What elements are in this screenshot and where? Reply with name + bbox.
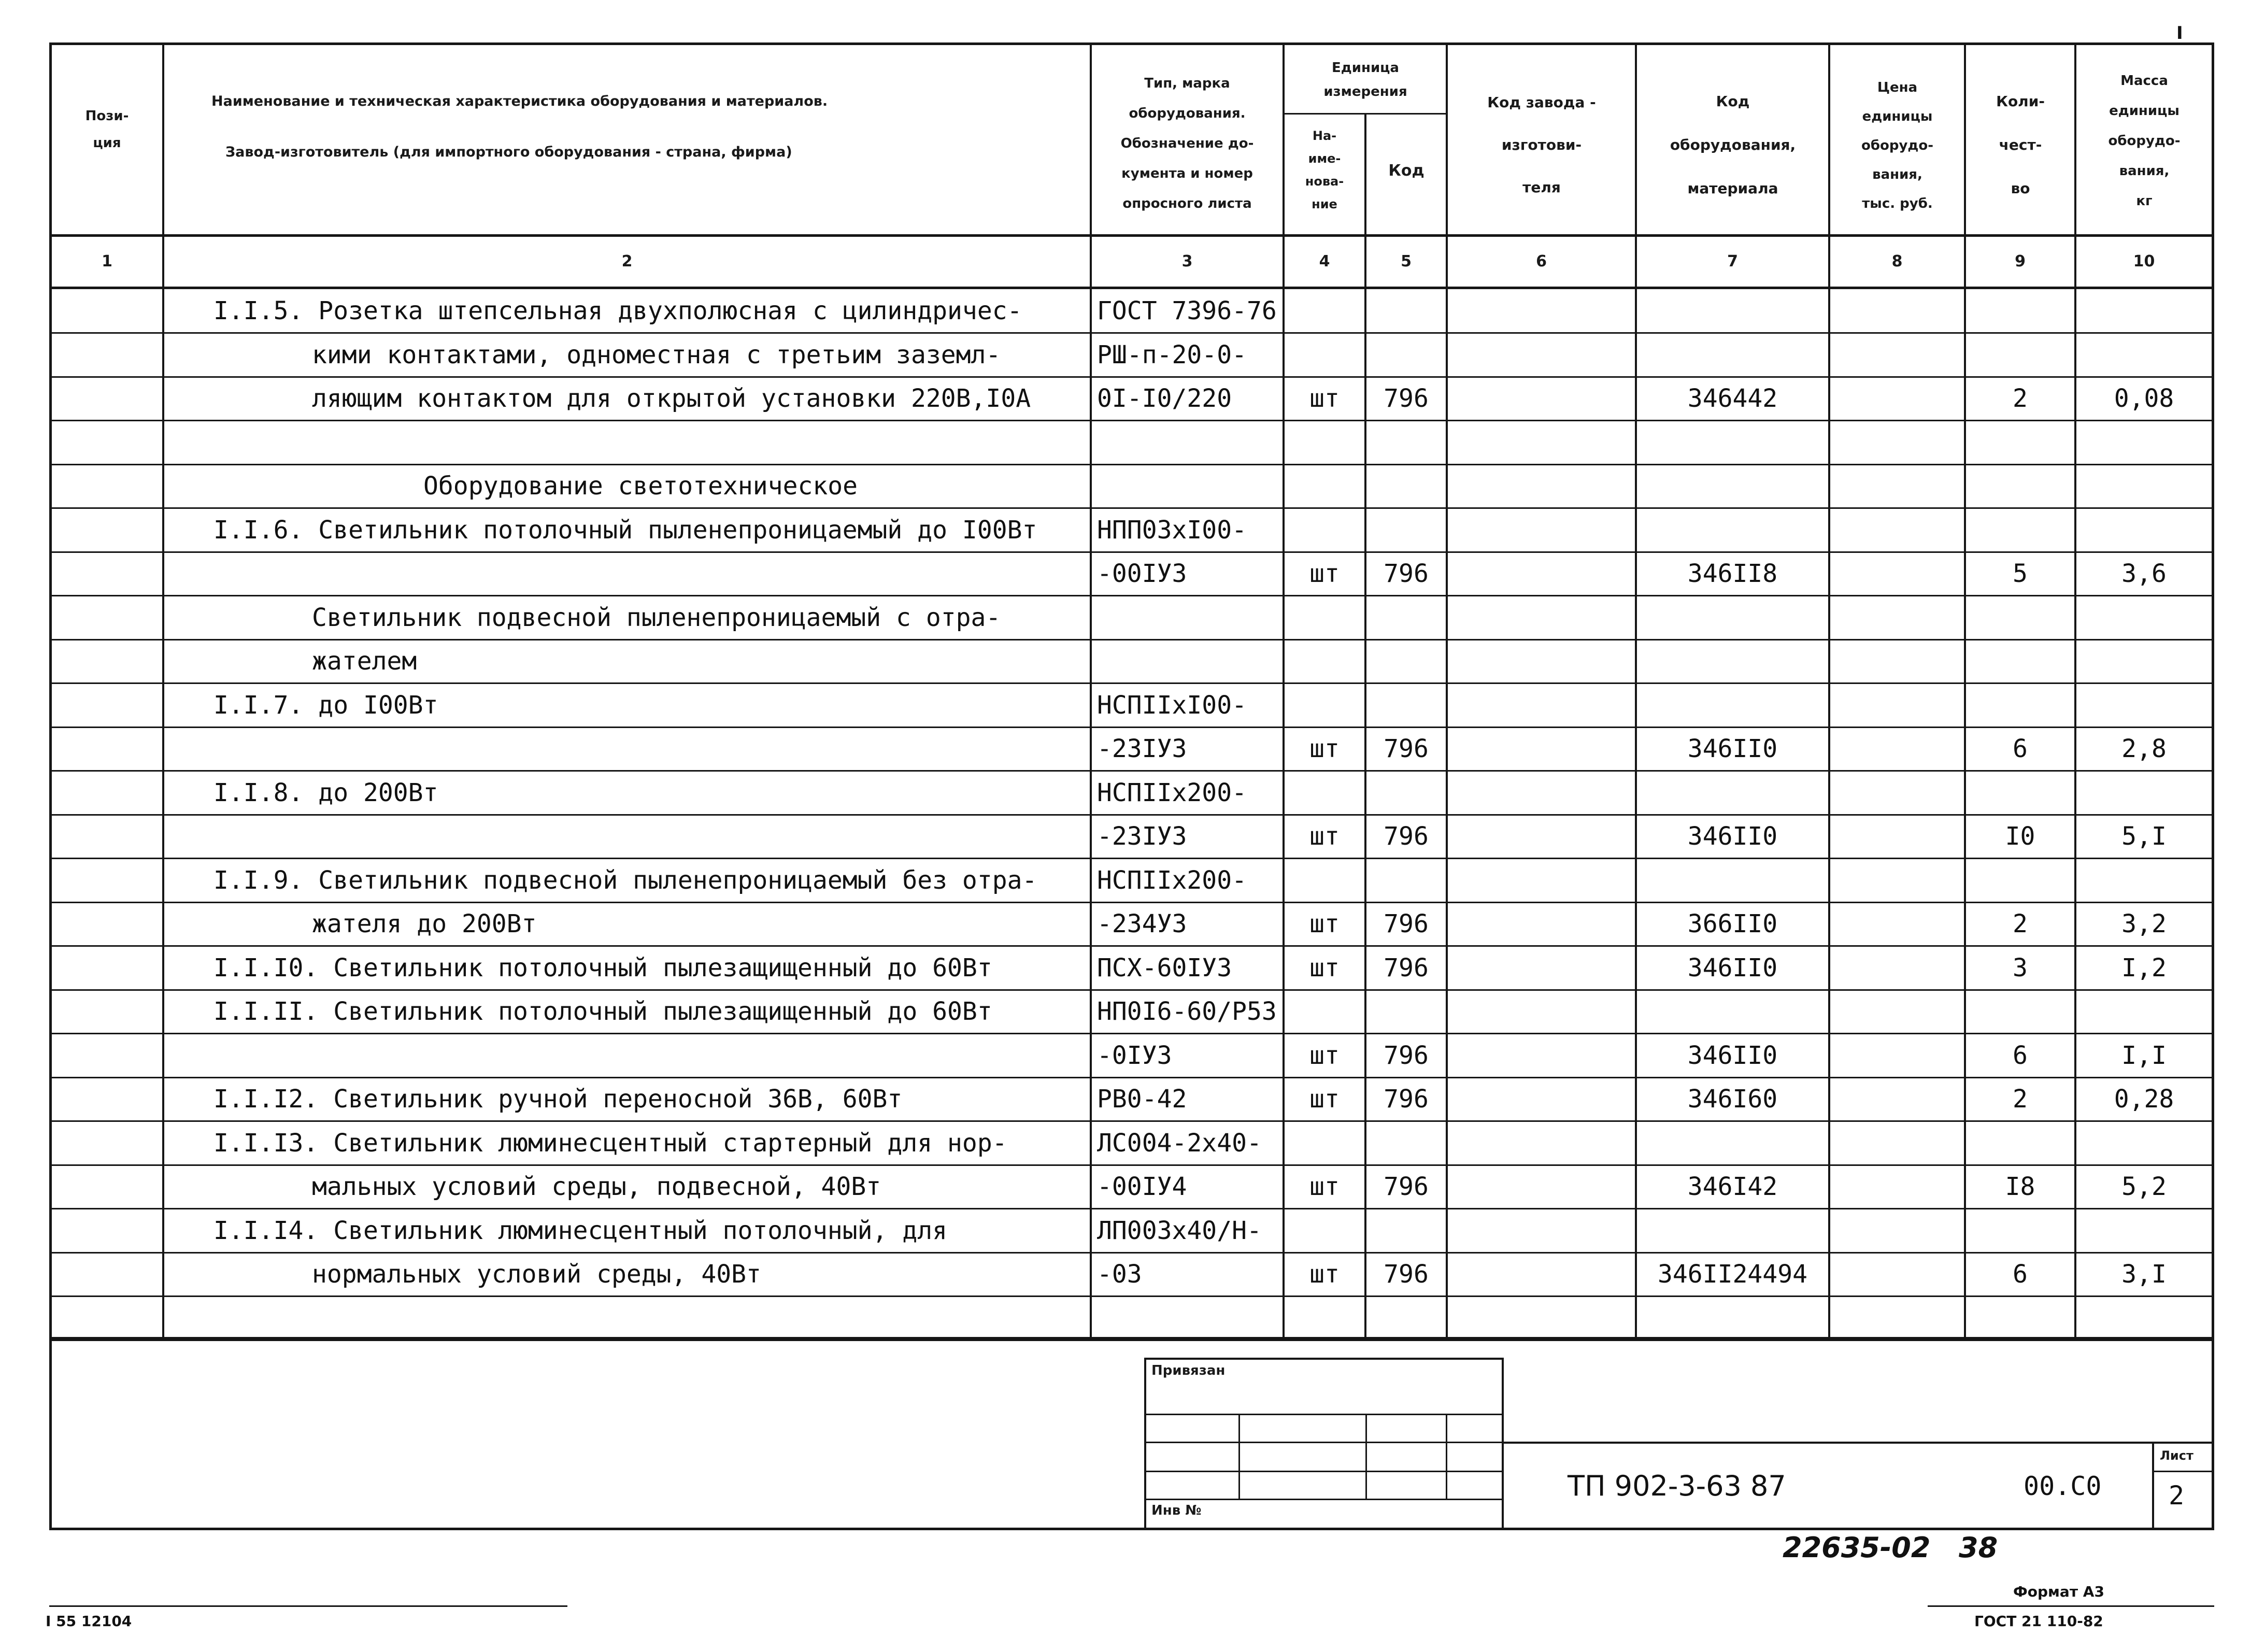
cell-c10: 5,I xyxy=(2121,822,2167,851)
header-price: Цена единицы оборудо- вания, тыс. руб. xyxy=(1861,80,1934,211)
cell-c10: 0,28 xyxy=(2114,1085,2174,1114)
row-line xyxy=(52,1252,2213,1254)
header-unit-group: Единица измерения xyxy=(1323,60,1407,99)
col-line-3 xyxy=(1283,42,1285,1338)
title-block-top xyxy=(1503,1442,2214,1444)
cell-c4: шт xyxy=(1309,822,1340,851)
cell-c7: 346II8 xyxy=(1687,559,1778,588)
sheet-box-mid xyxy=(2152,1471,2214,1472)
cell-c9: 3 xyxy=(2013,953,2028,982)
frame-bottom-line xyxy=(49,1528,2214,1530)
colnum-5: 5 xyxy=(1401,252,1412,270)
cell-c10: 2,8 xyxy=(2121,734,2167,763)
frame-right-line xyxy=(2212,42,2214,1530)
stamp-v3 xyxy=(1446,1414,1447,1500)
stamp-h2 xyxy=(1144,1442,1503,1443)
colnum-7: 7 xyxy=(1727,252,1738,270)
cell-c2: I.I.I3. Светильник люминесцентный стартерный для нор- xyxy=(213,1129,1007,1158)
cell-c3: НП0I6-60/Р53 xyxy=(1097,997,1277,1026)
stamp-inv-label: Инв № xyxy=(1151,1503,1202,1518)
handwritten-number: 22635-02 xyxy=(1783,1531,1931,1564)
cell-c2: I.I.9. Светильник подвесной пыленепроницаемый без отра- xyxy=(213,866,1037,895)
cell-c7: 346II0 xyxy=(1687,734,1778,763)
row-line xyxy=(52,1208,2213,1209)
cell-c4: шт xyxy=(1309,1172,1340,1201)
doc-code: ТП 902-3-63 87 xyxy=(1568,1470,1786,1502)
cell-c2: нормальных условий среды, 40Вт xyxy=(312,1260,761,1289)
row-line xyxy=(52,507,2213,509)
row-line xyxy=(52,551,2213,553)
stamp-h3 xyxy=(1144,1471,1503,1472)
cell-c4: шт xyxy=(1309,953,1340,982)
colnum-1: 1 xyxy=(102,252,112,270)
row-line xyxy=(52,1033,2213,1034)
cell-c10: 3,6 xyxy=(2121,559,2167,588)
cell-c4: шт xyxy=(1309,1085,1340,1114)
cell-c9: 6 xyxy=(2013,1041,2028,1070)
row-line xyxy=(52,902,2213,903)
frame-top-line xyxy=(49,42,2214,45)
header-mass: Масса единицы оборудо- вания, кг xyxy=(2108,73,2181,209)
cell-c7: 346I42 xyxy=(1687,1172,1778,1201)
header-type-mark: Тип, марка оборудования. Обозначение до- кумента и номер опросного листа xyxy=(1120,76,1254,211)
cell-c9: 2 xyxy=(2013,909,2028,938)
stamp-h4 xyxy=(1144,1499,1503,1500)
colnum-3: 3 xyxy=(1181,252,1193,270)
cell-c5: 796 xyxy=(1384,953,1429,982)
cell-c3: 0I-I0/220 xyxy=(1097,384,1232,413)
cell-c2: I.I.6. Светильник потолочный пыленепроницаемый до I00Вт xyxy=(213,516,1037,545)
row-line xyxy=(52,989,2213,991)
cell-c4: шт xyxy=(1309,1260,1340,1289)
cell-c7: 366II0 xyxy=(1687,909,1778,938)
cell-c2: жателя до 200Вт xyxy=(312,909,537,938)
colnum-6: 6 xyxy=(1536,252,1547,270)
cell-c10: 3,2 xyxy=(2121,909,2167,938)
colnum-8: 8 xyxy=(1891,252,1903,270)
row-line xyxy=(52,420,2213,421)
row-line xyxy=(52,814,2213,816)
cell-c10: 0,08 xyxy=(2114,384,2174,413)
cell-c2: Оборудование светотехническое xyxy=(423,472,858,501)
colnum-9: 9 xyxy=(2015,252,2026,270)
header-factory-code: Код завода - изготови- теля xyxy=(1487,94,1596,196)
header-position: Пози- ция xyxy=(85,108,129,151)
cell-c3: НСПIIх200- xyxy=(1097,866,1247,895)
cell-c7: 346II0 xyxy=(1687,1041,1778,1070)
cell-c2: I.I.II. Светильник потолочный пылезащищенный до 60Вт xyxy=(213,997,992,1026)
cell-c3: -00IУ3 xyxy=(1097,559,1187,588)
row-line xyxy=(52,770,2213,772)
row-line xyxy=(52,727,2213,728)
cell-c3: -234У3 xyxy=(1097,909,1187,938)
cell-c4: шт xyxy=(1309,384,1340,413)
table-end-line xyxy=(49,1337,2214,1340)
row-line xyxy=(52,464,2213,465)
cell-c9: 6 xyxy=(2013,734,2028,763)
cell-c5: 796 xyxy=(1384,822,1429,851)
stamp-top xyxy=(1144,1358,1503,1360)
col-line-9 xyxy=(2074,42,2076,1338)
gost-label: ГОСТ 21 110-82 xyxy=(1974,1613,2103,1630)
cell-c3: ГОСТ 7396-76 xyxy=(1097,296,1277,325)
stamp-h1 xyxy=(1144,1414,1503,1415)
stamp-left xyxy=(1144,1358,1146,1529)
cell-c2: кими контактами, одноместная с третьим заземл- xyxy=(312,340,1001,369)
header-name-line2: Завод-изготовитель (для импортного оборудования - страна, фирма) xyxy=(225,144,792,160)
cell-c5: 796 xyxy=(1384,1172,1429,1201)
cell-c7: 346II0 xyxy=(1687,822,1778,851)
cell-c5: 796 xyxy=(1384,909,1429,938)
cell-c7: 346442 xyxy=(1687,384,1778,413)
cell-c7: 346II0 xyxy=(1687,953,1778,982)
cell-c2: I.I.7. до I00Вт xyxy=(213,691,438,720)
row-line xyxy=(52,595,2213,596)
col-line-8 xyxy=(1964,42,1966,1338)
row-line xyxy=(52,945,2213,947)
header-bottom-line xyxy=(49,234,2214,237)
cell-c5: 796 xyxy=(1384,1041,1429,1070)
cell-c3: ЛП003х40/Н- xyxy=(1097,1216,1262,1245)
header-equipment-code: Код оборудования, материала xyxy=(1670,93,1796,197)
cell-c3: ЛС004-2х40- xyxy=(1097,1129,1262,1158)
cell-c3: -23IУ3 xyxy=(1097,734,1187,763)
cell-c5: 796 xyxy=(1384,734,1429,763)
format-label: Формат А3 xyxy=(2013,1583,2104,1600)
stamp-v2 xyxy=(1365,1414,1367,1500)
cell-c2: I.I.I0. Светильник потолочный пылезащищенный до 60Вт xyxy=(213,953,992,982)
footer-left-rule xyxy=(49,1605,567,1607)
sheet-label: Лист xyxy=(2160,1448,2193,1463)
colnum-bottom-line xyxy=(49,287,2214,289)
cell-c3: НПП03хI00- xyxy=(1097,516,1247,545)
cell-c2: мальных условий среды, подвесной, 40Вт xyxy=(312,1172,881,1201)
cell-c3: ПСХ-60IУ3 xyxy=(1097,953,1232,982)
cell-c3: -00IУ4 xyxy=(1097,1172,1187,1201)
doc-section: 00.С0 xyxy=(2024,1471,2102,1501)
header-name-line1: Наименование и техническая характеристика оборудования и материалов. xyxy=(211,93,828,109)
cell-c2: I.I.I4. Светильник люминесцентный потолочный, для xyxy=(213,1216,948,1245)
row-line xyxy=(52,1077,2213,1078)
cell-c10: 5,2 xyxy=(2121,1172,2167,1201)
row-line xyxy=(52,332,2213,334)
cell-c9: I0 xyxy=(2005,822,2035,851)
cell-c5: 796 xyxy=(1384,1085,1429,1114)
header-quantity: Коли- чест- во xyxy=(1996,93,2045,197)
header-unit-code: Код xyxy=(1388,162,1424,180)
row-line xyxy=(52,639,2213,640)
col-line-5 xyxy=(1446,42,1448,1338)
cell-c5: 796 xyxy=(1384,559,1429,588)
col-line-6 xyxy=(1635,42,1637,1338)
cell-c3: -0IУ3 xyxy=(1097,1041,1172,1070)
cell-c4: шт xyxy=(1309,559,1340,588)
footer-rule xyxy=(1928,1605,2214,1607)
stamp-privyazan-label: Привязан xyxy=(1151,1363,1226,1378)
cell-c3: РШ-п-20-0- xyxy=(1097,340,1247,369)
row-line xyxy=(52,1295,2213,1297)
row-line xyxy=(52,1340,2213,1341)
cell-c4: шт xyxy=(1309,734,1340,763)
sheet-number: 2 xyxy=(2169,1480,2185,1511)
col-line-4 xyxy=(1364,113,1366,1338)
row-line xyxy=(52,858,2213,859)
col-line-2 xyxy=(1090,42,1092,1338)
colnum-10: 10 xyxy=(2133,252,2155,270)
cell-c2: Светильник подвесной пыленепроницаемый с отра- xyxy=(312,603,1001,632)
cell-c3: НСПIIхI00- xyxy=(1097,691,1247,720)
row-line xyxy=(52,682,2213,684)
cell-c2: ляющим контактом для открытой установки 220В,I0А xyxy=(312,384,1031,413)
cell-c10: I,2 xyxy=(2121,953,2167,982)
cell-c9: 5 xyxy=(2013,559,2028,588)
corner-mark: I xyxy=(2176,23,2183,44)
colnum-4: 4 xyxy=(1319,252,1330,270)
col-line-7 xyxy=(1828,42,1830,1338)
cell-c3: НСПIIх200- xyxy=(1097,778,1247,807)
cell-c5: 796 xyxy=(1384,384,1429,413)
cell-c7: 346II24494 xyxy=(1658,1260,1807,1289)
cell-c4: шт xyxy=(1309,909,1340,938)
cell-c3: РВ0-42 xyxy=(1097,1085,1187,1114)
cell-c9: 2 xyxy=(2013,384,2028,413)
left-code: I 55 12104 xyxy=(46,1613,132,1630)
cell-c5: 796 xyxy=(1384,1260,1429,1289)
col-line-1 xyxy=(162,42,164,1338)
cell-c4: шт xyxy=(1309,1041,1340,1070)
cell-c10: I,I xyxy=(2121,1041,2167,1070)
row-line xyxy=(52,376,2213,378)
cell-c7: 346I60 xyxy=(1687,1085,1778,1114)
row-line xyxy=(52,1164,2213,1166)
cell-c10: 3,I xyxy=(2121,1260,2167,1289)
cell-c9: 6 xyxy=(2013,1260,2028,1289)
row-line xyxy=(52,1120,2213,1122)
handwritten-page: 38 xyxy=(1959,1531,1998,1564)
cell-c2: I.I.5. Розетка штепсельная двухполюсная с цилиндричес- xyxy=(213,296,1022,325)
cell-c2: I.I.8. до 200Вт xyxy=(213,778,438,807)
header-unit-name: На- име- нова- ние xyxy=(1305,129,1344,211)
cell-c9: I8 xyxy=(2005,1172,2035,1201)
cell-c2: жателем xyxy=(312,647,417,676)
cell-c9: 2 xyxy=(2013,1085,2028,1114)
cell-c3: -23IУ3 xyxy=(1097,822,1187,851)
cell-c2: I.I.I2. Светильник ручной переносной 36В, 60Вт xyxy=(213,1085,903,1114)
sheet-box-left xyxy=(2152,1442,2154,1530)
colnum-2: 2 xyxy=(621,252,633,270)
cell-c3: -03 xyxy=(1097,1260,1142,1289)
stamp-v1 xyxy=(1238,1414,1240,1500)
